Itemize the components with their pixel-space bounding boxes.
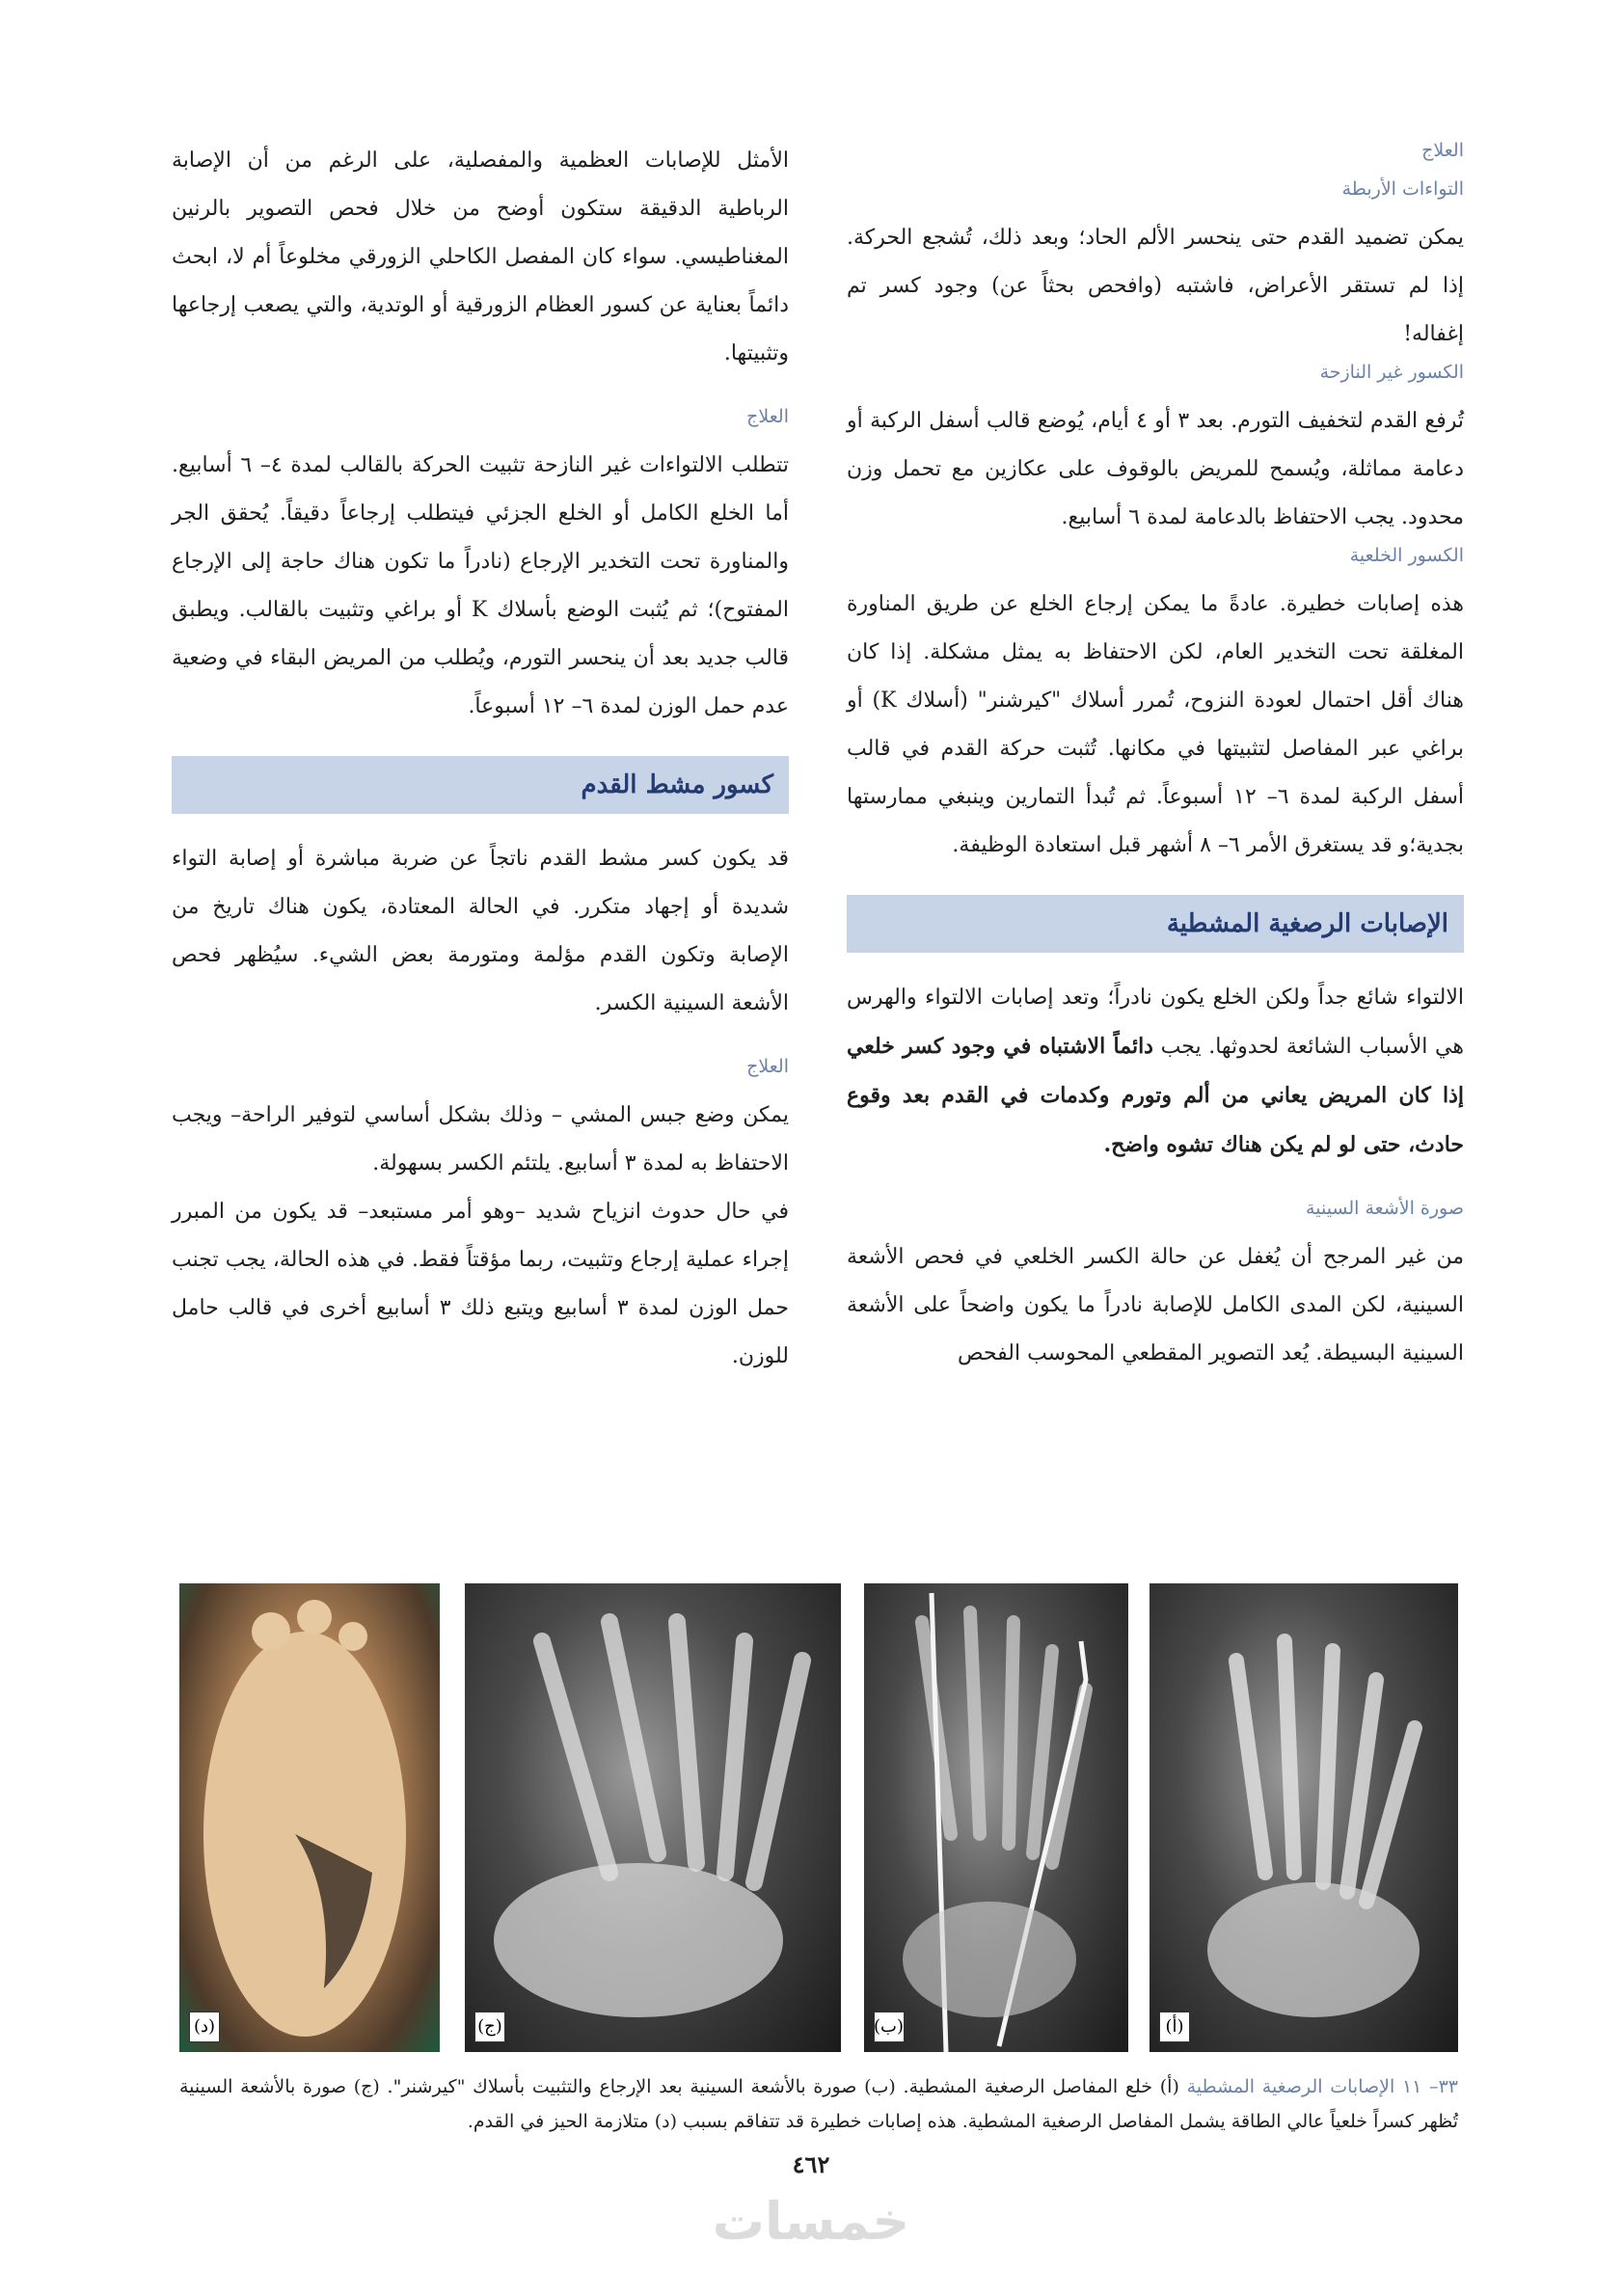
figure-panels [179, 1583, 1458, 2052]
page-number: ٤٦٢ [792, 2150, 830, 2178]
panel-label-a: (أ) [1159, 2012, 1190, 2042]
treatment-text-2a: يمكن وضع جبس المشي – وذلك بشكل أساسي لتوفير الراحة– ويجب الاحتفاظ به لمدة ٣ أسابيع. يلتئم الكسر بسهولة. [172, 1103, 789, 1175]
left-column [172, 137, 789, 1381]
section-intro-bold: دائماً الاشتباه في وجود كسر خلعي إذا كان المريض يعاني من ألم وتورم وكدمات في القدم بعد وقوع حادث، حتى لو لم يكن هناك تشوه واضح. [847, 1034, 1464, 1157]
section-title-metatarsal: كسور مشط القدم [172, 756, 789, 814]
treatment-heading-2: العلاج [746, 1056, 789, 1077]
photo-panel-d [179, 1583, 440, 2052]
treatment-heading: العلاج [1421, 140, 1464, 161]
xray-panel-a [1150, 1583, 1458, 2052]
xray-panel-c [465, 1583, 841, 2052]
ligament-sprains-heading: التواءات الأربطة [1341, 178, 1464, 200]
undisplaced-fractures-heading: الكسور غير النازحة [1319, 362, 1464, 383]
caption-label: ٣٣– ١١ الإصابات الرصغية المشطية [1186, 2076, 1458, 2097]
xray-heading: صورة الأشعة السينية [1306, 1198, 1464, 1219]
xray-c-bones [465, 1583, 841, 2052]
undisplaced-fractures-text: تُرفع القدم لتخفيف التورم. بعد ٣ أو ٤ أيام، يُوضع قالب أسفل الركبة أو دعامة مماثلة، ويُسمح للمريض بالوقوف على عكازين مع تحمل وزن محدود. يجب الاحتفاظ بالدعامة لمدة ٦ أسابيع. [847, 409, 1464, 529]
treatment-text-2b: في حال حدوث انزياح شديد –وهو أمر مستبعد– قد يكون من المبرر إجراء عملية إرجاع وتثبيت، ربما مؤقتاً فقط. في هذه الحالة، يجب تجنب حمل الوزن لمدة ٣ أسابيع ويتبع ذلك ٣ أسابيع أخرى في قالب حامل للوزن. [172, 1200, 789, 1368]
caption-text: (أ) خلع المفاصل الرصغية المشطية. (ب) صورة بالأشعة السينية بعد الإرجاع والتثبيت بأسلاك "كيرشنر". (ج) صورة بالأشعة السينية تُظهر كسراً خلعياً عالي الطاقة يشمل المفاصل الرصغية المشطية. هذه إصابات خطيرة قد تتفاقم بسبب (د) متلازمة الحيز في القدم. [179, 2076, 1458, 2132]
panel-label-d: (د) [189, 2012, 220, 2042]
xray-b-bones [864, 1583, 1128, 2052]
dislocations-heading: الكسور الخلعية [1349, 545, 1464, 566]
dislocations-text: هذه إصابات خطيرة. عادةً ما يمكن إرجاع الخلع عن طريق المناورة المغلقة تحت التخدير العام، لكن الاحتفاظ به يمثل مشكلة. إذا كان هناك أقل احتمال لعودة النزوح، تُمرر أسلاك "كيرشنر" (أسلاك K) أو براغي عبر المفاصل لتثبيتها في مكانها. تُثبت حركة القدم في قالب أسفل الركبة لمدة ٦– ١٢ أسبوعاً. ثم تُبدأ التمارين وينبغي ممارستها بجدية؛و قد يستغرق الأمر ٦– ٨ أشهر قبل استعادة الوظيفة. [847, 592, 1465, 857]
treatment-heading-1: العلاج [746, 406, 789, 427]
section-intro-regular: الالتواء شائع جداً ولكن الخلع يكون نادراً؛ وتعد إصابات الالتواء والهرس هي الأسباب الشائعة لحدوثها. يجب [847, 986, 1464, 1059]
xray-a-bones [1150, 1583, 1458, 2052]
ligament-sprains-text: يمكن تضميد القدم حتى ينحسر الألم الحاد؛ وبعد ذلك، تُشجع الحركة. إذا لم تستقر الأعراض، فاشتبه (وافحص بحثاً عن) وجود كسر تم إغفاله! [847, 226, 1464, 346]
section-title-tarsometatarsal: الإصابات الرصغية المشطية [847, 895, 1464, 953]
metatarsal-text: قد يكون كسر مشط القدم ناتجاً عن ضربة مباشرة أو إصابة التواء شديدة أو إجهاد متكرر. في الحالة المعتادة، يكون هناك تاريخ من الإصابة وتكون القدم مؤلمة ومتورمة بعض الشيء. سيُظهر فحص الأشعة السينية الكسر. [172, 847, 790, 1015]
continued-text: الأمثل للإصابات العظمية والمفصلية، على الرغم من أن الإصابة الرباطية الدقيقة ستكون أوضح من خلال فحص التصوير بالرنين المغناطيسي. سواء كان المفصل الكاحلي الزورقي مخلوعاً أم لا، ابحث دائماً بعناية عن كسور العظام الزورقية أو الوتدية، والتي يصعب إرجاعها وتثبيتها. [172, 149, 789, 365]
panel-label-c: (ج) [474, 2012, 505, 2042]
section-intro [847, 974, 1464, 1170]
xray-text: من غير المرجح أن يُغفل عن حالة الكسر الخلعي في فحص الأشعة السينية، لكن المدى الكامل للإصابة نادراً ما يكون واضحاً على الأشعة السينية البسيطة. يُعد التصوير المقطعي المحوسب الفحص [847, 1245, 1464, 1365]
watermark: خمسات [712, 2191, 910, 2252]
right-column [847, 137, 1464, 1378]
xray-panel-b [864, 1583, 1128, 2052]
figure-caption [179, 2069, 1458, 2139]
treatment-text-1: تتطلب الالتواءات غير النازحة تثبيت الحركة بالقالب لمدة ٤– ٦ أسابيع. أما الخلع الكامل أو الخلع الجزئي فيتطلب إرجاعاً دقيقاً. يُحقق الجر والمناورة تحت التخدير الإرجاع (نادراً ما تكون هناك حاجة إلى الإرجاع المفتوح)؛ ثم يُثبت الوضع بأسلاك K أو براغي وتثبيت بالقالب. ويطبق قالب جديد بعد أن ينحسر التورم، ويُطلب من المريض البقاء في وضعية عدم حمل الوزن لمدة ٦– ١٢ أسبوعاً. [172, 453, 789, 718]
foot-photo-shape [179, 1583, 440, 2052]
panel-label-b: (ب) [874, 2012, 905, 2042]
